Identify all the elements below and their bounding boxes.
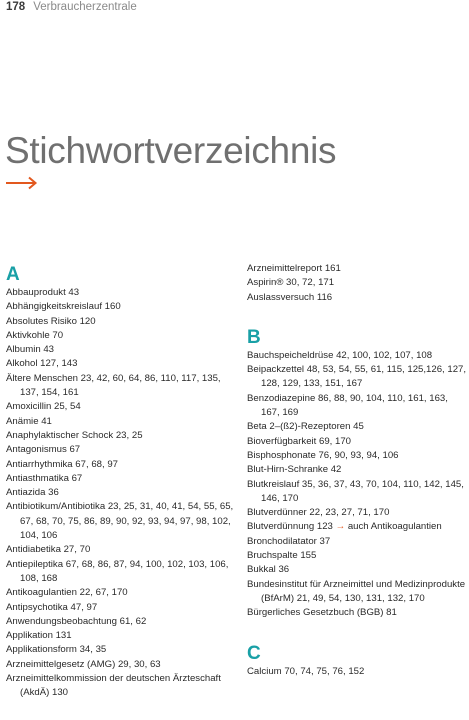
index-entry: Anämie 41 — [6, 415, 52, 427]
index-entry: Antipsychotika 47, 97 — [6, 601, 98, 613]
index-entry: Antagonismus 67 — [6, 444, 81, 456]
index-entry: Blutverdünner 22, 23, 27, 71, 170 — [247, 507, 390, 519]
index-entry: Calcium 70, 74, 75, 76, 152 — [247, 665, 365, 677]
index-column-right — [247, 262, 469, 679]
publisher-name: Verbraucherzentrale — [33, 1, 137, 13]
index-entry: Blutkreislauf 35, 36, 37, 43, 70, 104, 110, 142, 145, 146, 170 — [247, 478, 464, 504]
section-letter-b: B — [247, 326, 261, 348]
index-entry: Aktivkohle 70 — [6, 329, 64, 341]
index-entry: Bukkal 36 — [247, 564, 290, 576]
index-entry: Antikoagulantien 22, 67, 170 — [6, 587, 128, 599]
index-entry: Benzodiazepine 86, 88, 90, 104, 110, 161, 163, 167, 169 — [247, 392, 448, 419]
index-list-a-continued — [247, 262, 469, 305]
index-entry: Bruchspalte 155 — [247, 550, 317, 562]
index-entry: Aspirin® 30, 72, 171 — [247, 277, 335, 289]
index-entry: Beta 2–(ß2)-Rezeptoren 45 — [247, 421, 364, 433]
index-entry: Abhängigkeitskreislauf 160 — [6, 301, 121, 313]
index-entry: Beipackzettel 48, 53, 54, 55, 61, 115, 125,126, 127, 128, 129, 133, 151, 167 — [247, 364, 467, 390]
index-entry: Antidiabetika 27, 70 — [6, 544, 91, 556]
index-entry: Bauchspeicheldrüse 42, 100, 102, 107, 108 — [247, 349, 433, 361]
index-entry: Antiepileptika 67, 68, 86, 87, 94, 100, 102, 103, 106, 108, 168 — [6, 558, 229, 584]
index-entry: Antibiotikum/Antibiotika 23, 25, 31, 40, 41, 54, 55, 65, 67, 68, 70, 75, 86, 89, 90, 92, 93, 94, 97, 98, 102, 104, 106 — [6, 501, 234, 542]
index-entry: Albumin 43 — [6, 344, 54, 356]
index-entry: Applikationsform 34, 35 — [6, 644, 107, 656]
index-entry: Amoxicillin 25, 54 — [6, 401, 81, 413]
index-list-b — [247, 349, 469, 521]
index-entry: Antiasthmatika 67 — [6, 472, 83, 484]
index-entry: Auslassversuch 116 — [247, 291, 333, 303]
section-letter-a: A — [6, 264, 20, 285]
index-entry: Blut-Hirn-Schranke 42 — [247, 464, 342, 476]
index-entry: Anwendungsbeobachtung 61, 62 — [6, 615, 147, 627]
index-entry: Arzneimittelgesetz (AMG) 29, 30, 63 — [6, 658, 161, 670]
page-number: 178 — [6, 1, 26, 13]
index-entry: Bürgerliches Gesetzbuch (BGB) 81 — [247, 607, 397, 619]
section-letter-c: C — [247, 642, 261, 664]
index-entry: Abbauprodukt 43 — [6, 287, 80, 298]
index-list-a — [6, 286, 238, 701]
index-entry: Arzneimittelreport 161 — [247, 263, 341, 274]
see-entry-target: auch Antikoagulantien — [347, 521, 442, 533]
index-entry: Anaphylaktischer Schock 23, 25 — [6, 429, 143, 441]
index-entry: Applikation 131 — [6, 630, 72, 642]
index-entry: Bisphosphonate 76, 90, 93, 94, 106 — [247, 449, 399, 461]
right-arrow-icon — [6, 176, 38, 190]
index-list-c — [247, 665, 469, 679]
index-entry: Arzneimittelkommission der deutschen Ärzteschaft (AkdÄ) 130 — [6, 673, 221, 699]
index-entry: Bioverfügbarkeit 69, 170 — [247, 435, 351, 447]
index-list-b-continued — [247, 535, 469, 621]
index-entry: Bronchodilatator 37 — [247, 535, 331, 547]
index-entry: Absolutes Risiko 120 — [6, 315, 96, 327]
see-arrow-icon: → — [335, 521, 346, 533]
page-header — [6, 1, 137, 13]
page-title: Stichwortverzeichnis — [5, 130, 337, 171]
index-column-left — [6, 262, 238, 701]
index-entry-see — [247, 520, 469, 534]
index-entry: Antiazida 36 — [6, 487, 59, 499]
index-entry: Alkohol 127, 143 — [6, 358, 78, 370]
index-entry: Bundesinstitut für Arzneimittel und Medizinprodukte (BfArM) 21, 49, 54, 130, 131, 132, 170 — [247, 578, 466, 604]
index-entry: Ältere Menschen 23, 42, 60, 64, 86, 110, 117, 135, 137, 154, 161 — [6, 372, 221, 399]
index-entry: Antiarrhythmika 67, 68, 97 — [6, 458, 118, 470]
see-entry-term: Blutverdünnung 123 — [247, 521, 333, 533]
